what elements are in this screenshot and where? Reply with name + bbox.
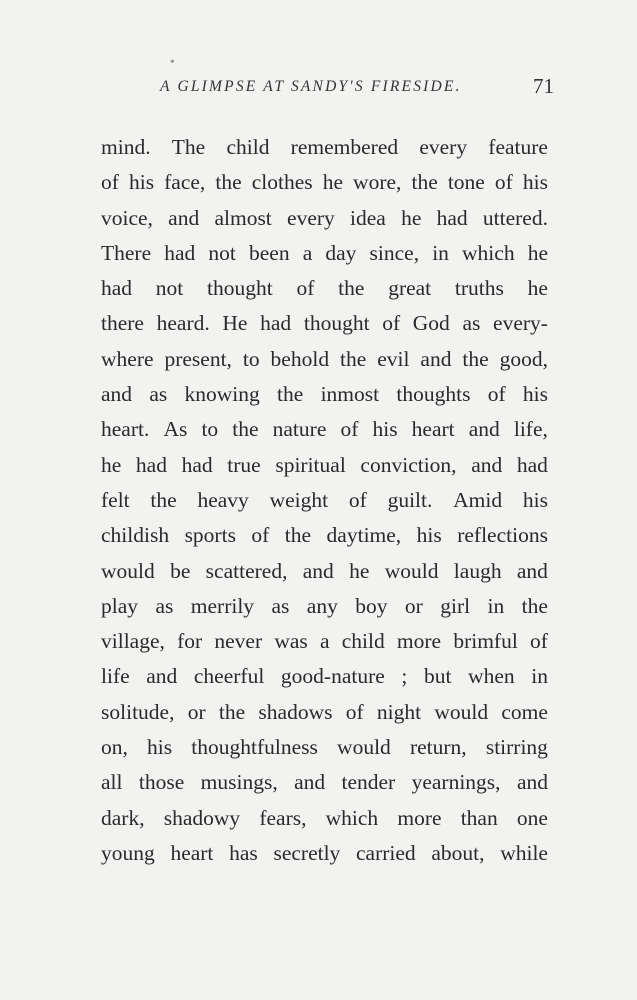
word: in <box>531 664 548 689</box>
word: cheerful <box>193 664 265 689</box>
word: wore, <box>353 170 402 195</box>
word: and <box>294 770 326 795</box>
word: guilt. <box>387 487 433 512</box>
word: return, <box>409 735 467 760</box>
word: village, <box>101 629 165 654</box>
word: his <box>128 170 155 195</box>
word: behold <box>270 346 330 371</box>
word: present, <box>164 346 232 371</box>
word: mind. <box>101 135 151 159</box>
word: he <box>527 276 548 301</box>
word: and <box>168 205 200 230</box>
word: more <box>397 805 442 830</box>
word: God <box>412 311 450 336</box>
word: to <box>242 346 260 371</box>
word: be <box>170 558 191 583</box>
word: tone <box>447 170 485 195</box>
word: in <box>487 593 505 618</box>
word: remembered <box>290 135 399 159</box>
word: would <box>337 735 391 760</box>
word: heart <box>170 840 214 865</box>
word: great <box>388 276 432 301</box>
word: for <box>177 629 203 654</box>
word: nature <box>272 417 327 442</box>
page-number: 71 <box>533 74 554 98</box>
word: heavy <box>197 487 249 512</box>
word: of <box>101 170 119 195</box>
word: The <box>171 135 206 159</box>
word: thoughts <box>396 382 471 407</box>
text-line <box>101 342 548 377</box>
word: the <box>462 346 489 371</box>
word: his <box>522 170 548 195</box>
text-line <box>101 130 548 165</box>
word: would <box>384 558 439 583</box>
word: as <box>462 311 481 336</box>
text-line <box>101 483 548 518</box>
text-line <box>101 165 548 200</box>
word: and <box>471 452 503 477</box>
word: tender <box>341 770 396 795</box>
word: the <box>277 382 304 407</box>
word: every <box>287 205 335 230</box>
word: the <box>338 276 365 301</box>
word: Amid <box>453 487 503 512</box>
word: of <box>487 382 506 407</box>
word: heard. <box>156 311 210 336</box>
word: life, <box>513 417 548 442</box>
word: had <box>260 311 292 336</box>
word: he <box>349 558 370 583</box>
word: those <box>138 770 185 795</box>
word: there <box>101 311 144 336</box>
word: heart <box>411 417 455 442</box>
text-line <box>101 271 548 306</box>
running-head <box>160 74 560 104</box>
word: almost <box>214 205 272 230</box>
word: of <box>251 523 270 548</box>
word: all <box>101 770 123 795</box>
word: conviction, <box>360 452 457 477</box>
word: felt <box>101 487 130 512</box>
word: his <box>147 735 173 760</box>
word: and <box>516 770 548 795</box>
word: childish <box>101 523 170 548</box>
word: As <box>163 417 188 442</box>
word: feature <box>488 135 548 159</box>
word: secretly <box>273 840 341 865</box>
word: scattered, <box>205 558 288 583</box>
word: one <box>516 805 548 830</box>
word: shadows <box>258 699 333 724</box>
word: reflections <box>457 523 548 548</box>
word: has <box>229 840 258 865</box>
word: There <box>101 240 152 265</box>
word: when <box>468 664 515 689</box>
word: spiritual <box>275 452 346 477</box>
word: his <box>522 487 548 512</box>
word: as <box>271 593 290 618</box>
word: would <box>101 558 155 583</box>
word: musings, <box>200 770 278 795</box>
word: young <box>101 840 155 865</box>
word: more <box>396 629 442 654</box>
word: had <box>516 452 548 477</box>
word: daytime, <box>326 523 402 548</box>
word: uttered. <box>482 205 548 230</box>
word: where <box>101 346 154 371</box>
word: of <box>345 699 364 724</box>
word: the <box>521 593 548 618</box>
word: thought <box>207 276 273 301</box>
word: of <box>382 311 401 336</box>
text-line <box>101 448 548 483</box>
word: of <box>348 487 367 512</box>
word: the <box>411 170 438 195</box>
word: the <box>284 523 312 548</box>
body-text <box>101 130 548 871</box>
word: good, <box>499 346 548 371</box>
word: had <box>164 240 196 265</box>
text-line <box>101 306 548 341</box>
word: yearnings, <box>411 770 501 795</box>
word: and <box>516 558 548 583</box>
word: the <box>340 346 367 371</box>
word: shadowy <box>163 805 241 830</box>
running-title: A GLIMPSE AT SANDY'S FIRESIDE. <box>160 78 462 95</box>
word: as <box>155 593 174 618</box>
word: weight <box>269 487 329 512</box>
word: fears, <box>259 805 307 830</box>
word: he <box>401 205 422 230</box>
word: dark, <box>101 805 145 830</box>
word: and <box>146 664 178 689</box>
word: true <box>227 452 261 477</box>
word: since, <box>369 240 420 265</box>
word: would <box>434 699 489 724</box>
word: of <box>530 629 548 654</box>
word: not <box>208 240 236 265</box>
word: a <box>302 240 313 265</box>
word: knowing <box>184 382 260 407</box>
word: or <box>404 593 423 618</box>
word: heart. <box>101 417 150 442</box>
word: the <box>215 170 242 195</box>
text-line <box>101 801 548 836</box>
word: voice, <box>101 205 153 230</box>
ink-speck: * <box>170 58 175 68</box>
word: merrily <box>190 593 255 618</box>
word: thought <box>303 311 370 336</box>
word: evil <box>377 346 410 371</box>
word: had <box>436 205 468 230</box>
word: his <box>372 417 398 442</box>
word: on, <box>101 735 128 760</box>
word: the <box>218 699 246 724</box>
word: come <box>501 699 548 724</box>
word: his <box>416 523 442 548</box>
word: night <box>376 699 422 724</box>
word: was <box>274 629 308 654</box>
word: child <box>341 629 385 654</box>
word: and <box>420 346 452 371</box>
word: He <box>222 311 248 336</box>
word: not <box>155 276 184 301</box>
word: carried <box>356 840 416 865</box>
text-line <box>101 518 548 553</box>
text-line <box>101 377 548 412</box>
text-line <box>101 836 548 871</box>
word: face, <box>164 170 206 195</box>
word: any <box>306 593 338 618</box>
word: solitude, <box>101 699 175 724</box>
word: boy <box>355 593 388 618</box>
word: had <box>181 452 213 477</box>
word: the <box>232 417 259 442</box>
word: a <box>319 629 330 654</box>
text-line <box>101 730 548 765</box>
word: every <box>419 135 468 159</box>
word: of <box>296 276 315 301</box>
word: day <box>325 240 357 265</box>
word: of <box>494 170 513 195</box>
word: never <box>214 629 263 654</box>
word: play <box>101 593 139 618</box>
text-line <box>101 765 548 800</box>
word: laugh <box>453 558 502 583</box>
word: and <box>302 558 334 583</box>
word: idea <box>350 205 386 230</box>
word: than <box>460 805 498 830</box>
word: been <box>249 240 290 265</box>
word: the <box>150 487 177 512</box>
word: and <box>468 417 500 442</box>
word: while <box>500 840 548 865</box>
word: and <box>101 382 133 407</box>
text-line <box>101 236 548 271</box>
text-line <box>101 412 548 447</box>
word: he <box>527 240 548 265</box>
text-line <box>101 624 548 659</box>
text-line <box>101 589 548 624</box>
text-line <box>101 659 548 694</box>
word: he <box>322 170 343 195</box>
word: ; <box>401 664 408 689</box>
word: which <box>325 805 379 830</box>
word: every- <box>493 311 548 336</box>
word: of <box>340 417 359 442</box>
word: clothes <box>251 170 313 195</box>
word: had <box>135 452 167 477</box>
word: which <box>462 240 515 265</box>
word: his <box>522 382 548 407</box>
word: or <box>187 699 206 724</box>
word: truths <box>454 276 504 301</box>
word: had <box>101 276 133 301</box>
text-line <box>101 201 548 236</box>
word: as <box>149 382 168 407</box>
text-line <box>101 554 548 589</box>
word: inmost <box>320 382 380 407</box>
word: good-nature <box>280 664 385 689</box>
word: brimful <box>453 629 518 654</box>
word: sports <box>184 523 236 548</box>
word: in <box>432 240 449 265</box>
word: he <box>101 452 122 477</box>
word: thoughtfulness <box>191 735 318 760</box>
word: about, <box>431 840 485 865</box>
word: stirring <box>485 735 548 760</box>
word: child <box>226 135 270 159</box>
word: but <box>423 664 452 689</box>
word: to <box>201 417 219 442</box>
word: girl <box>440 593 471 618</box>
text-line <box>101 695 548 730</box>
word: life <box>101 664 130 689</box>
